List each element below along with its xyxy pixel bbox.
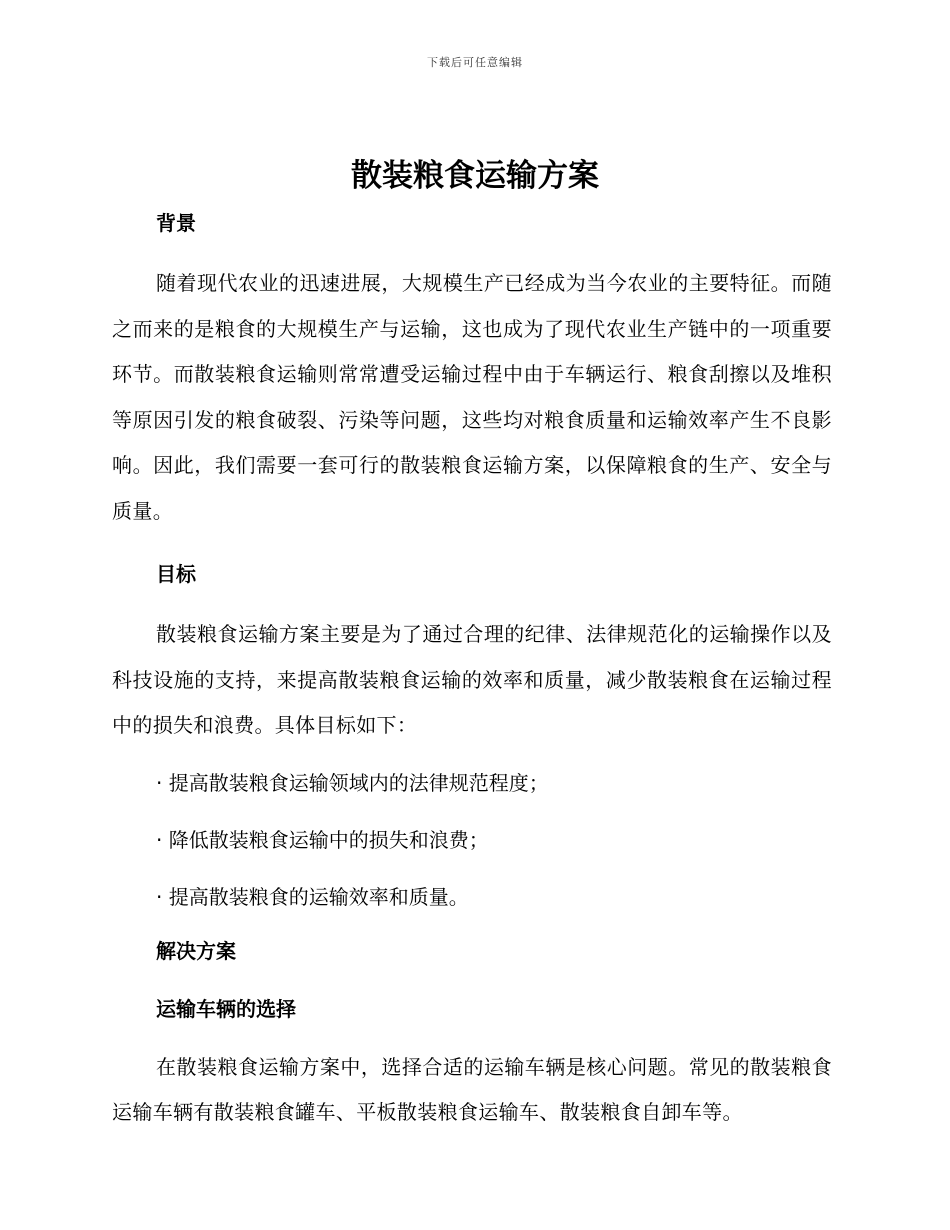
vehicles-paragraph: 在散装粮食运输方案中，选择合适的运输车辆是核心问题。常见的散装粮食运输车辆有散装粮食罐车、平板散装粮食运输车、散装粮食自卸车等。 (112, 1054, 832, 1124)
subsection-heading-vehicles: 运输车辆的选择 (156, 996, 296, 1021)
goal-bullet-3: · 提高散装粮食的运输效率和质量。 (156, 884, 469, 909)
document-body (112, 205, 832, 1136)
section-heading-goal: 目标 (156, 562, 196, 586)
goal-bullet-1: · 提高散装粮食运输领域内的法律规范程度； (156, 770, 549, 795)
goal-bullet-2: · 降低散装粮食运输中的损失和浪费； (156, 827, 489, 852)
header-note: 下载后可任意编辑 (427, 56, 523, 69)
document-title: 散装粮食运输方案 (351, 158, 599, 194)
goal-paragraph: 散装粮食运输方案主要是为了通过合理的纪律、法律规范化的运输操作以及科技设施的支持，来提高散装粮食运输的效率和质量，减少散装粮食在运输过程中的损失和浪费。具体目标如下： (112, 622, 832, 737)
section-heading-solution: 解决方案 (156, 938, 236, 963)
section-heading-background: 背景 (156, 211, 196, 235)
background-paragraph: 随着现代农业的迅速进展，大规模生产已经成为当今农业的主要特征。而随之而来的是粮食的大规模生产与运输，这也成为了现代农业生产链中的一项重要环节。而散装粮食运输则常常遭受运输过程中由于车辆运行、粮食刮擦以及堆积等原因引发的粮食破裂、污染等问题，这些均对粮食质量和运输效率产生不良影响。因此，我们需要一套可行的散装粮食运输方案，以保障粮食的生产、安全与质量。 (112, 271, 832, 523)
